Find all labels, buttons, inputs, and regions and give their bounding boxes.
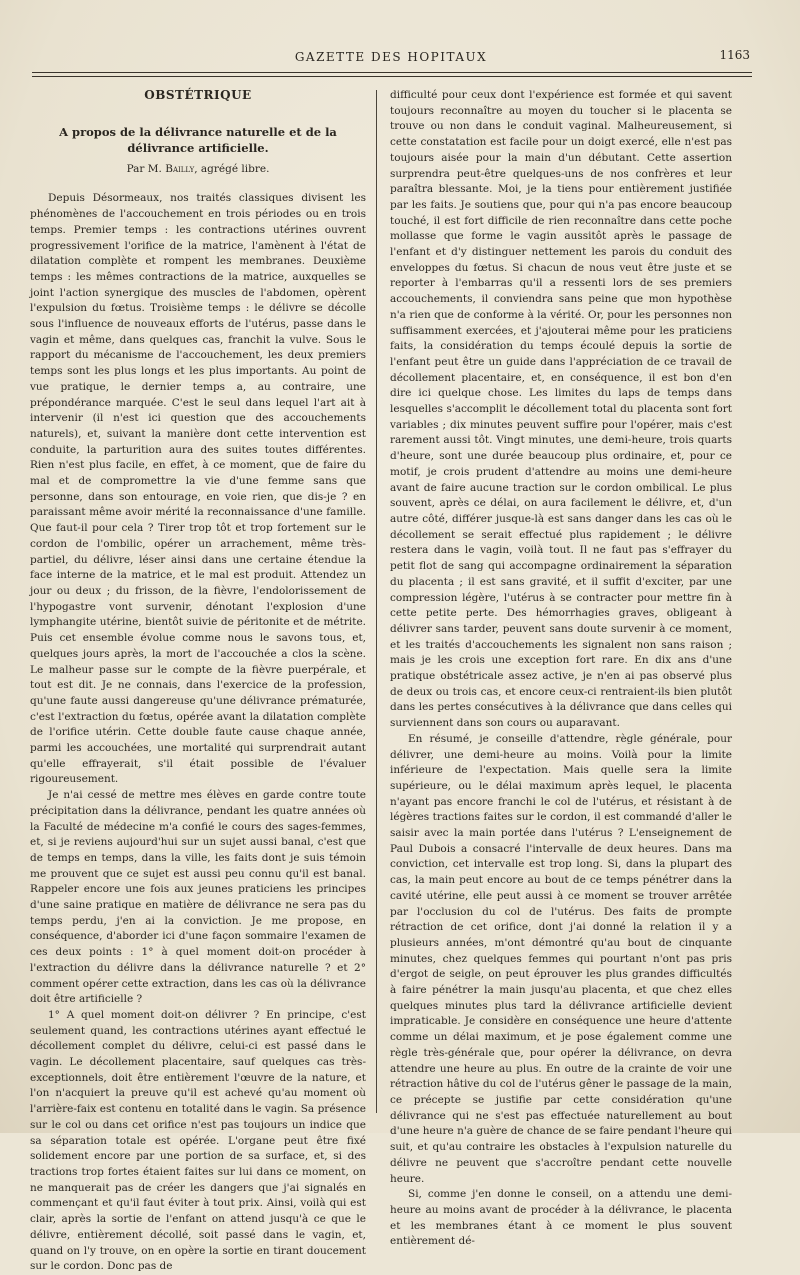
byline-author: Bailly bbox=[165, 162, 195, 175]
paragraph: Si, comme j'en donne le conseil, on a attendu une demi-heure au moins avant de procéder à la délivrance, le placenta et les membranes étant à ce moment le plus souvent entièrement dé- bbox=[390, 1188, 732, 1248]
section-title: OBSTÉTRIQUE bbox=[144, 88, 252, 102]
page-header bbox=[32, 48, 750, 70]
journal-title: GAZETTE DES HOPITAUX bbox=[294, 50, 488, 64]
article-title: A propos de la délivrance naturelle et de la délivrance artificielle. bbox=[59, 124, 337, 155]
byline-suffix: , agrégé libre. bbox=[194, 162, 270, 175]
paragraph: 1° A quel moment doit-on délivrer ? En principe, c'est seulement quand, les contractions utérines ayant effectué le décollement complet du délivre, celui-ci est passé dans le vagin. Le décollement placentaire, sauf quelques cas très-exceptionnels, doit être entièrement l'œuvre de la nature, et l'on n'acquiert la preuve qu'il est achevé qu'au moment où l'arrière-faix est contenu en totalité dans le vagin. Sa présence sur le col ou dans cet orifice n'est pas toujours un indice que sa séparation totale est opérée. L'organe peut être fixé solidement encore par une portion de sa surface, et, si des tractions trop fortes étaient faites sur lui dans ce moment, on ne manquerait pas de créer les dangers que j'ai signalés en commençant et qu'il faut éviter à tout prix. Ainsi, voilà qui est clair, après la sortie de l'enfant on attend jusqu'à ce que le délivre, entièrement décollé, soit passé dans le vagin, et, quand on l'y trouve, on en opère la sortie en tirant doucement sur le cordon. Donc pas de bbox=[30, 1008, 366, 1273]
left-column bbox=[30, 88, 366, 1275]
page-number: 1163 bbox=[719, 48, 750, 62]
paragraph: Je n'ai cessé de mettre mes élèves en garde contre toute précipitation dans la délivrance, pendant les quatre années où la Faculté de médecine m'a confié le cours des sages-femmes, et, si je reviens aujourd'hui sur un sujet aussi banal, c'est que de temps en temps, dans la ville, les faits dont je suis témoin me prouvent que ce sujet est aussi peu connu qu'il est banal. Rappeler encore une fois aux jeunes praticiens les principes d'une saine pratique en matière de délivrance ne sera pas du temps perdu, j'en ai la conviction. Je me propose, en conséquence, d'aborder ici d'une façon sommaire l'examen de ces deux points : 1° à quel moment doit-on procéder à l'extraction du délivre dans la délivrance naturelle ? et 2° comment opérer cette extraction, dans les cas où la délivrance doit être artificielle ? bbox=[30, 789, 366, 1006]
byline bbox=[30, 162, 366, 178]
paragraph: difficulté pour ceux dont l'expérience est formée et qui savent toujours reconnaître au moyen du toucher si le placenta se trouve ou non dans le conduit vaginal. Malheureusement, si cette constatation est facile pour un doigt exercé, elle n'est pas toujours aisée pour la main d'un débutant. Cette assertion surprendra peut-être quelques-uns de nos confrères et leur paraîtra blessante. Moi, je la tiens pour entièrement justifiée par les faits. Je soutiens que, pour qui n'a pas encore beaucoup touché, il est fort difficile de rien reconnaître dans cette poche mollasse que forme le vagin aussitôt après le passage de l'enfant et d'y distinguer nettement les parois du conduit des enveloppes du fœtus. Si chacun de nous veut être juste et se reporter à l'embarras qu'il a ressenti lors de ses premiers accouchements, il conviendra sans peine que mon hypothèse n'a rien que de conforme à la vérité. Or, pour les personnes non suffisamment exercées, et j'ajouterai même pour les praticiens faits, la considération du temps écoulé depuis la sortie de l'enfant peut être un guide dans l'appréciation de ce travail de décollement placentaire, et, en conséquence, il est bon d'en dire ici quelque chose. Les limites du laps de temps dans lesquelles s'accomplit le décollement total du placenta sont fort variables ; dix minutes peuvent suffire pour l'opérer, mais c'est rarement aussi tôt. Vingt minutes, une demi-heure, trois quarts d'heure, sont une durée beaucoup plus ordinaire, et, pour ce motif, je crois prudent d'attendre au moins une demi-heure avant de faire aucune traction sur le cordon ombilical. Le plus souvent, après ce délai, on aura facilement le délivre, et, d'un autre côté, différer jusque-là est sans danger dans les cas où le décollement se serait effectué plus rapidement ; le délivre restera dans le vagin, voilà tout. Il ne faut pas s'effrayer du petit flot de sang qui accompagne ordinairement la séparation du placenta ; il est sans gravité, et il suffit d'exciter, par une compression légère, l'utérus à se contracter pour mettre fin à cette petite perte. Des hémorrhagies graves, obligeant à délivrer sans tarder, peuvent sans doute survenir à ce moment, et les traités d'accouchements les signalent non sans raison ; mais je les crois une exception fort rare. En dix ans d'une pratique obstétricale assez active, je n'en ai pas observé plus de deux ou trois cas, et encore ceux-ci rentraient-ils bien plutôt dans les pertes consécutives à la délivrance que dans celles qui surviennent dans son cours ou auparavant. bbox=[390, 89, 732, 730]
header-rule-thick bbox=[32, 72, 752, 73]
byline-prefix: Par M. bbox=[126, 162, 162, 175]
paragraph: En résumé, je conseille d'attendre, règle générale, pour délivrer, une demi-heure au moins. Voilà pour la limite inférieure de l'expectation. Mais quelle sera la limite supérieure, ou le délai maximum après lequel, le placenta n'ayant pas encore franchi le col de l'utérus, et résistant à de légères tractions faites sur le cordon, il est commandé d'aller le saisir avec la main portée dans l'utérus ? L'enseignement de Paul Dubois a consacré l'intervalle de deux heures. Dans ma conviction, cet intervalle est trop long. Si, dans la plupart des cas, la main peut encore au bout de ce temps pénétrer dans la cavité utérine, elle peut aussi à ce moment se trouver arrêtée par l'occlusion du col de l'utérus. Des faits de prompte rétraction de cet orifice, dont j'ai donné la relation il y a plusieurs années, m'ont démontré qu'au bout de cinquante minutes, chez quelques femmes qui pourtant n'ont pas pris d'ergot de seigle, on peut éprouver les plus grandes difficultés à faire pénétrer la main jusqu'au placenta, et que chez elles quelques minutes plus tard la délivrance artificielle devient impraticable. Je considère en conséquence une heure d'attente comme un délai maximum, et je pose également comme une règle très-générale que, pour opérer la délivrance, on devra attendre une heure au plus. En outre de la crainte de voir une rétraction hâtive du col de l'utérus gêner le passage de la main, ce précepte se justifie par cette considération qu'une délivrance qui ne s'est pas effectuée naturellement au bout d'une heure n'a guère de chance de se faire pendant l'heure qui suit, et qu'au contraire les obstacles à l'expulsion naturelle du délivre ne peuvent que s'accroître pendant cette nouvelle heure. bbox=[390, 732, 732, 1185]
column-divider bbox=[376, 90, 377, 1113]
header-rule-thin bbox=[32, 76, 752, 77]
right-column bbox=[390, 88, 732, 1250]
paragraph: Depuis Désormeaux, nos traités classiques divisent les phénomènes de l'accouchement en trois périodes ou en trois temps. Premier temps : les contractions utérines ouvrent progressivement l'orifice de la matrice, l'amènent à l'état de dilatation complète et rompent les membranes. Deuxième temps : les mêmes contractions de la matrice, auxquelles se joint l'action synergique des muscles de l'abdomen, opèrent l'expulsion du fœtus. Troisième temps : le délivre se décolle sous l'influence de nouveaux efforts de l'utérus, passe dans le vagin et même, dans quelques cas, franchit la vulve. Sous le rapport du mécanisme de l'accouchement, les deux premiers temps sont les plus longs et les plus importants. Au point de vue pratique, le dernier temps a, au contraire, une prépondérance marquée. C'est le seul dans lequel l'art ait à intervenir (il n'est ici question que des accouchements naturels), et, suivant la manière dont cette intervention est conduite, la parturition aura des suites toutes différentes. Rien n'est plus facile, en effet, à ce moment, que de faire du mal et de compromettre la vie d'une femme sans que personne, dans son entourage, en voie rien, que dis-je ? en paraissant même avoir mérité la reconnaissance d'une famille. Que faut-il pour cela ? Tirer trop tôt et trop fortement sur le cordon de l'ombilic, opérer un arrachement, même très-partiel, du délivre, léser ainsi dans une certaine étendue la face interne de la matrice, et le mal est produit. Attendez un jour ou deux ; du frisson, de la fièvre, l'endolorissement de l'hypogastre vont survenir, dénotant l'explosion d'une lymphangite utérine, bientôt suivie de péritonite et de métrite. Puis cet ensemble évolue comme nous le savons tous, et, quelques jours après, la mort de l'accouchée a clos la scène. Le malheur passe sur le compte de la fièvre puerpérale, et tout est dit. Je ne connais, dans l'exercice de la profession, qu'une faute aussi dangereuse qu'une délivrance prématurée, c'est l'extraction du fœtus, opérée avant la dilatation complète de l'orifice utérin. Cette double faute cause chaque année, parmi les accouchées, une mortalité qui surprendrait autant qu'elle effrayerait, s'il était possible de l'évaluer rigoureusement. bbox=[30, 192, 366, 786]
